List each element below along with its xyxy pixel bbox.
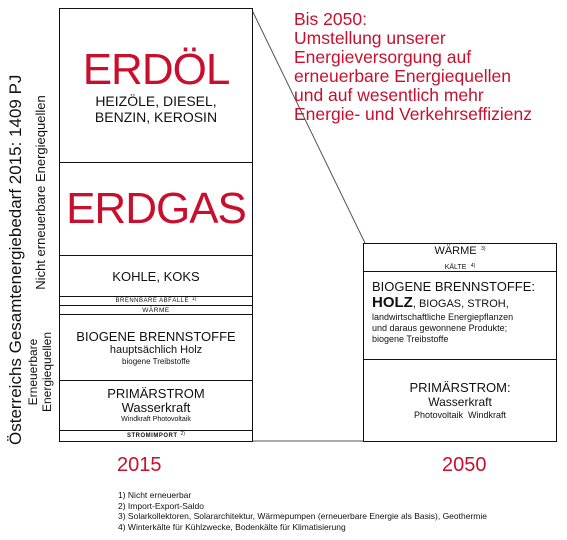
biogen-2050-line3: und daraus gewonnene Produkte; bbox=[372, 323, 508, 333]
headline-line3: Energieversorgung auf bbox=[294, 47, 472, 67]
segment-abfaelle bbox=[60, 297, 252, 306]
kohle-title: KOHLE, KOKS bbox=[112, 268, 200, 284]
year-2015: 2015 bbox=[117, 454, 162, 476]
footnote-3: 3) Solarkollektoren, Solararchitektur, Wärmepumpen (erneuerbare Energie als Basis), Geothermie bbox=[118, 511, 487, 521]
biogen-line2: biogene Treibstoffe bbox=[122, 356, 190, 366]
primaer-2050-line1: Wasserkraft bbox=[428, 394, 492, 409]
year-2050: 2050 bbox=[442, 454, 487, 476]
kaelte-2050-title: KÄLTE bbox=[444, 263, 467, 271]
primaer-title: PRIMÄRSTROM bbox=[107, 385, 205, 401]
import-note: 2) bbox=[180, 430, 185, 437]
primaer-2050-line2: Photovoltaik Windkraft bbox=[413, 409, 507, 420]
footnote-4: 4) Winterkälte für Kühlzwecke, Bodenkälte für Klimatisierung bbox=[118, 521, 346, 532]
biogen-2050-holz: HOLZ bbox=[372, 294, 413, 311]
segment-erdgas bbox=[60, 163, 252, 256]
segment-2050-primaerstrom bbox=[364, 360, 556, 440]
total-demand-label: Österreichs Gesamtenergiebedarf 2015: 1409 PJ bbox=[6, 74, 25, 445]
headline-line1: Bis 2050: bbox=[294, 9, 367, 29]
segment-stromimport bbox=[60, 431, 252, 440]
bar-2015 bbox=[59, 8, 253, 442]
segment-primaerstrom bbox=[60, 381, 252, 431]
biogen-2050-line2: landwirtschaftliche Energiepflanzen bbox=[372, 312, 514, 322]
segment-waerme bbox=[60, 306, 252, 315]
waerme-title: WÄRME bbox=[142, 306, 170, 314]
headline bbox=[294, 10, 532, 124]
biogen-2050-rest: , BIOGAS, STROH, bbox=[412, 298, 509, 310]
biogen-2050-line4: biogene Treibstoffe bbox=[372, 334, 449, 344]
erdoel-line1: HEIZÖLE, DIESEL, bbox=[95, 92, 217, 109]
abfaelle-note: 1) bbox=[192, 296, 197, 302]
footnotes bbox=[118, 490, 487, 532]
kaelte-2050-note: 4) bbox=[470, 262, 476, 269]
renewable-label: Erneuerbare Energiequellen bbox=[26, 331, 54, 413]
biogen-title: BIOGENE BRENNSTOFFE bbox=[76, 328, 236, 344]
erdoel-line2: BENZIN, KEROSIN bbox=[94, 108, 218, 125]
segment-kohle bbox=[60, 256, 252, 297]
segment-erdoel bbox=[60, 9, 252, 163]
segment-2050-waerme bbox=[364, 244, 556, 272]
waerme-2050-note: 3) bbox=[481, 245, 486, 252]
headline-line2: Umstellung unserer bbox=[294, 28, 446, 48]
import-title: STROMIMPORT bbox=[127, 432, 178, 439]
biogen-2050-title: BIOGENE BRENNSTOFFE: bbox=[372, 279, 536, 294]
segment-2050-biogen bbox=[364, 272, 556, 360]
segment-biogen bbox=[60, 315, 252, 381]
primaer-2050-title: PRIMÄRSTROM: bbox=[409, 379, 511, 395]
footnote-1: 1) Nicht erneuerbar bbox=[118, 490, 192, 500]
headline-line5: und auf wesentlich mehr bbox=[294, 85, 484, 105]
abfaelle-title: BRENNBARE ABFÄLLE bbox=[115, 298, 190, 304]
primaer-line1: Wasserkraft bbox=[121, 399, 191, 415]
biogen-line1: hauptsächlich Holz bbox=[109, 343, 203, 356]
headline-line6: Energie- und Verkehrseffizienz bbox=[294, 104, 533, 124]
primaer-line2: Windkraft Photovoltaik bbox=[121, 415, 191, 423]
erdoel-title: ERDÖL bbox=[82, 44, 230, 94]
nonrenewable-label: Nicht erneuerbare Energiequellen bbox=[33, 95, 48, 290]
waerme-2050-title: WÄRME bbox=[434, 244, 477, 257]
bar-2050 bbox=[363, 243, 557, 442]
footnote-2: 2) Import-Export-Saldo bbox=[118, 500, 204, 511]
erdgas-title: ERDGAS bbox=[66, 184, 246, 233]
headline-line4: erneuerbare Energiequellen bbox=[294, 66, 511, 86]
